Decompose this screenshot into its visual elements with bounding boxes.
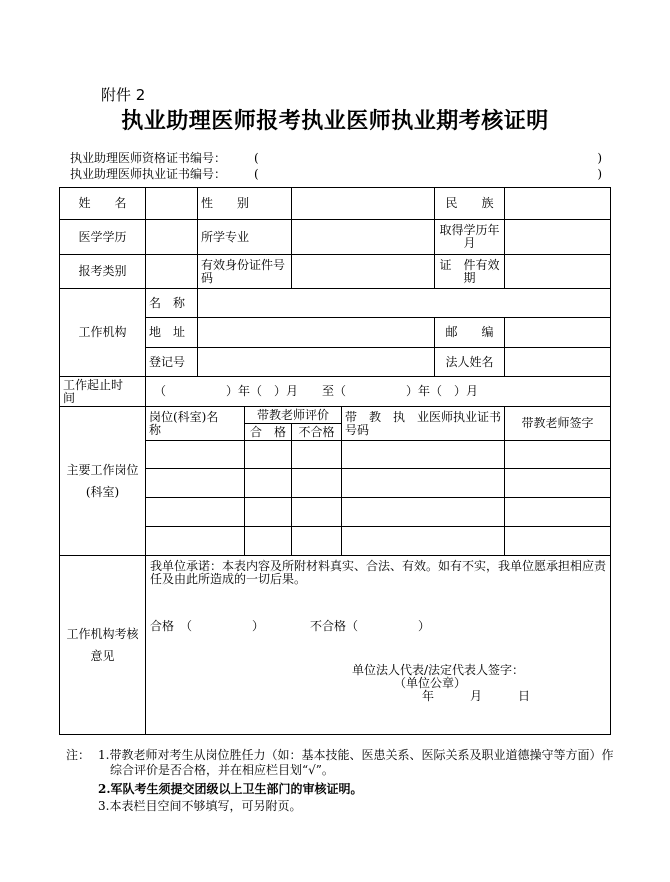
teacher-sign-cell[interactable]: [505, 469, 611, 498]
teacher-cert-cell[interactable]: [342, 527, 505, 556]
field-exam-category[interactable]: [146, 255, 198, 289]
note-item: 2.军队考生须提交团级以上卫生部门的审核证明。: [98, 782, 363, 796]
field-reg-no[interactable]: [198, 348, 435, 377]
post-name-cell[interactable]: [146, 527, 245, 556]
field-period[interactable]: （ ）年（ ）月 至（ ）年（ ）月: [146, 377, 611, 407]
pass-cell[interactable]: [245, 441, 292, 469]
stamp-label: （单位公章）: [394, 676, 467, 690]
field-inst-address[interactable]: [198, 318, 435, 348]
teacher-sign-cell[interactable]: [505, 441, 611, 469]
teacher-sign-cell[interactable]: [505, 527, 611, 556]
label-postcode: 邮 编: [435, 318, 505, 348]
field-postcode[interactable]: [505, 318, 611, 348]
header-fail: 不合格: [292, 424, 342, 441]
fail-mark[interactable]: 不合格（ ）: [310, 619, 431, 633]
row-basic-1: [60, 188, 611, 220]
row-basic-3: [60, 255, 611, 289]
label-reg-no: 登记号: [146, 348, 198, 377]
teacher-cert-cell[interactable]: [342, 469, 505, 498]
header-teacher-cert: 带 教 执 业医师执业证书号码: [342, 407, 505, 441]
cert-label: 执业助理医师执业证书编号：: [70, 167, 227, 181]
label-id-number: 有效身份证件号码: [198, 255, 292, 289]
label-exam-category: 报考类别: [60, 255, 146, 289]
row-basic-2: [60, 220, 611, 255]
field-name[interactable]: [146, 188, 198, 220]
label-degree-date: 取得学历年 月: [435, 220, 505, 255]
label-period: 工作起止时 间: [60, 377, 146, 407]
label-major: 所学专业: [198, 220, 292, 255]
note-item: 3.本表栏目空间不够填写，可另附页。: [98, 799, 302, 813]
field-cert-validity[interactable]: [505, 255, 611, 289]
cert-close-paren: ): [597, 167, 602, 181]
cert-open-paren: (: [254, 167, 259, 181]
note-item: 1.带教老师对考生从岗位胜任力（如：基本技能、医患关系、医际关系及职业道德操守等方面）作综合评价是否合格，并在相应栏目划“√”。: [98, 748, 614, 777]
label-cert-validity: 证 件有效期: [435, 255, 505, 289]
pass-fail-line: [150, 620, 606, 640]
teacher-cert-cell[interactable]: [342, 498, 505, 527]
header-post-name: 岗位(科室)名 称: [146, 407, 245, 441]
row-period: [60, 377, 611, 407]
notes-prefix: 注：: [66, 748, 91, 762]
cert-close-paren: ): [597, 151, 602, 165]
assessment-form: [59, 187, 611, 735]
fail-cell[interactable]: [292, 469, 342, 498]
header-teacher-sign: 带教老师签字: [505, 407, 611, 441]
fail-cell[interactable]: [292, 527, 342, 556]
row-institution-name: [60, 289, 611, 318]
label-education: 医学学历: [60, 220, 146, 255]
label-posts: 主要工作岗位(科室): [60, 407, 146, 556]
pass-cell[interactable]: [245, 498, 292, 527]
cert-open-paren: (: [254, 151, 259, 165]
teacher-sign-cell[interactable]: [505, 498, 611, 527]
field-ethnicity[interactable]: [505, 188, 611, 220]
label-institution: 工作机构: [60, 289, 146, 377]
date-label: 年 月 日: [422, 689, 531, 703]
header-pass: 合 格: [245, 424, 292, 441]
attachment-label: 附件 2: [101, 86, 146, 104]
post-name-cell[interactable]: [146, 469, 245, 498]
header-teacher-eval: 带教老师评价: [245, 407, 342, 424]
field-major[interactable]: [292, 220, 435, 255]
cert-label: 执业助理医师资格证书编号：: [70, 151, 227, 165]
page-title: 执业助理医师报考执业医师执业期考核证明: [121, 108, 549, 134]
label-gender: 性 别: [198, 188, 292, 220]
review-opinion: [146, 556, 611, 735]
pass-cell[interactable]: [245, 469, 292, 498]
pledge-text: 我单位承诺：本表内容及所附材料真实、合法、有效。如有不实，我单位愿承担相应责任及由此所造成的一切后果。: [150, 559, 607, 586]
field-education[interactable]: [146, 220, 198, 255]
label-inst-name: 名 称: [146, 289, 198, 318]
row-review: [60, 556, 611, 735]
fail-cell[interactable]: [292, 441, 342, 469]
label-review: 工作机构考核意见: [60, 556, 146, 735]
teacher-cert-cell[interactable]: [342, 441, 505, 469]
field-gender[interactable]: [292, 188, 435, 220]
post-name-cell[interactable]: [146, 498, 245, 527]
label-inst-address: 地 址: [146, 318, 198, 348]
pass-cell[interactable]: [245, 527, 292, 556]
label-ethnicity: 民 族: [435, 188, 505, 220]
signature-label: 单位法人代表/法定代表人签字：: [351, 663, 525, 677]
post-name-cell[interactable]: [146, 441, 245, 469]
label-name: 姓 名: [60, 188, 146, 220]
field-inst-name[interactable]: [198, 289, 611, 318]
row-posts-header: [60, 407, 611, 424]
field-id-number[interactable]: [292, 255, 435, 289]
label-legal-person: 法人姓名: [435, 348, 505, 377]
fail-cell[interactable]: [292, 498, 342, 527]
pass-mark[interactable]: 合格 （ ）: [150, 619, 265, 633]
field-legal-person[interactable]: [505, 348, 611, 377]
